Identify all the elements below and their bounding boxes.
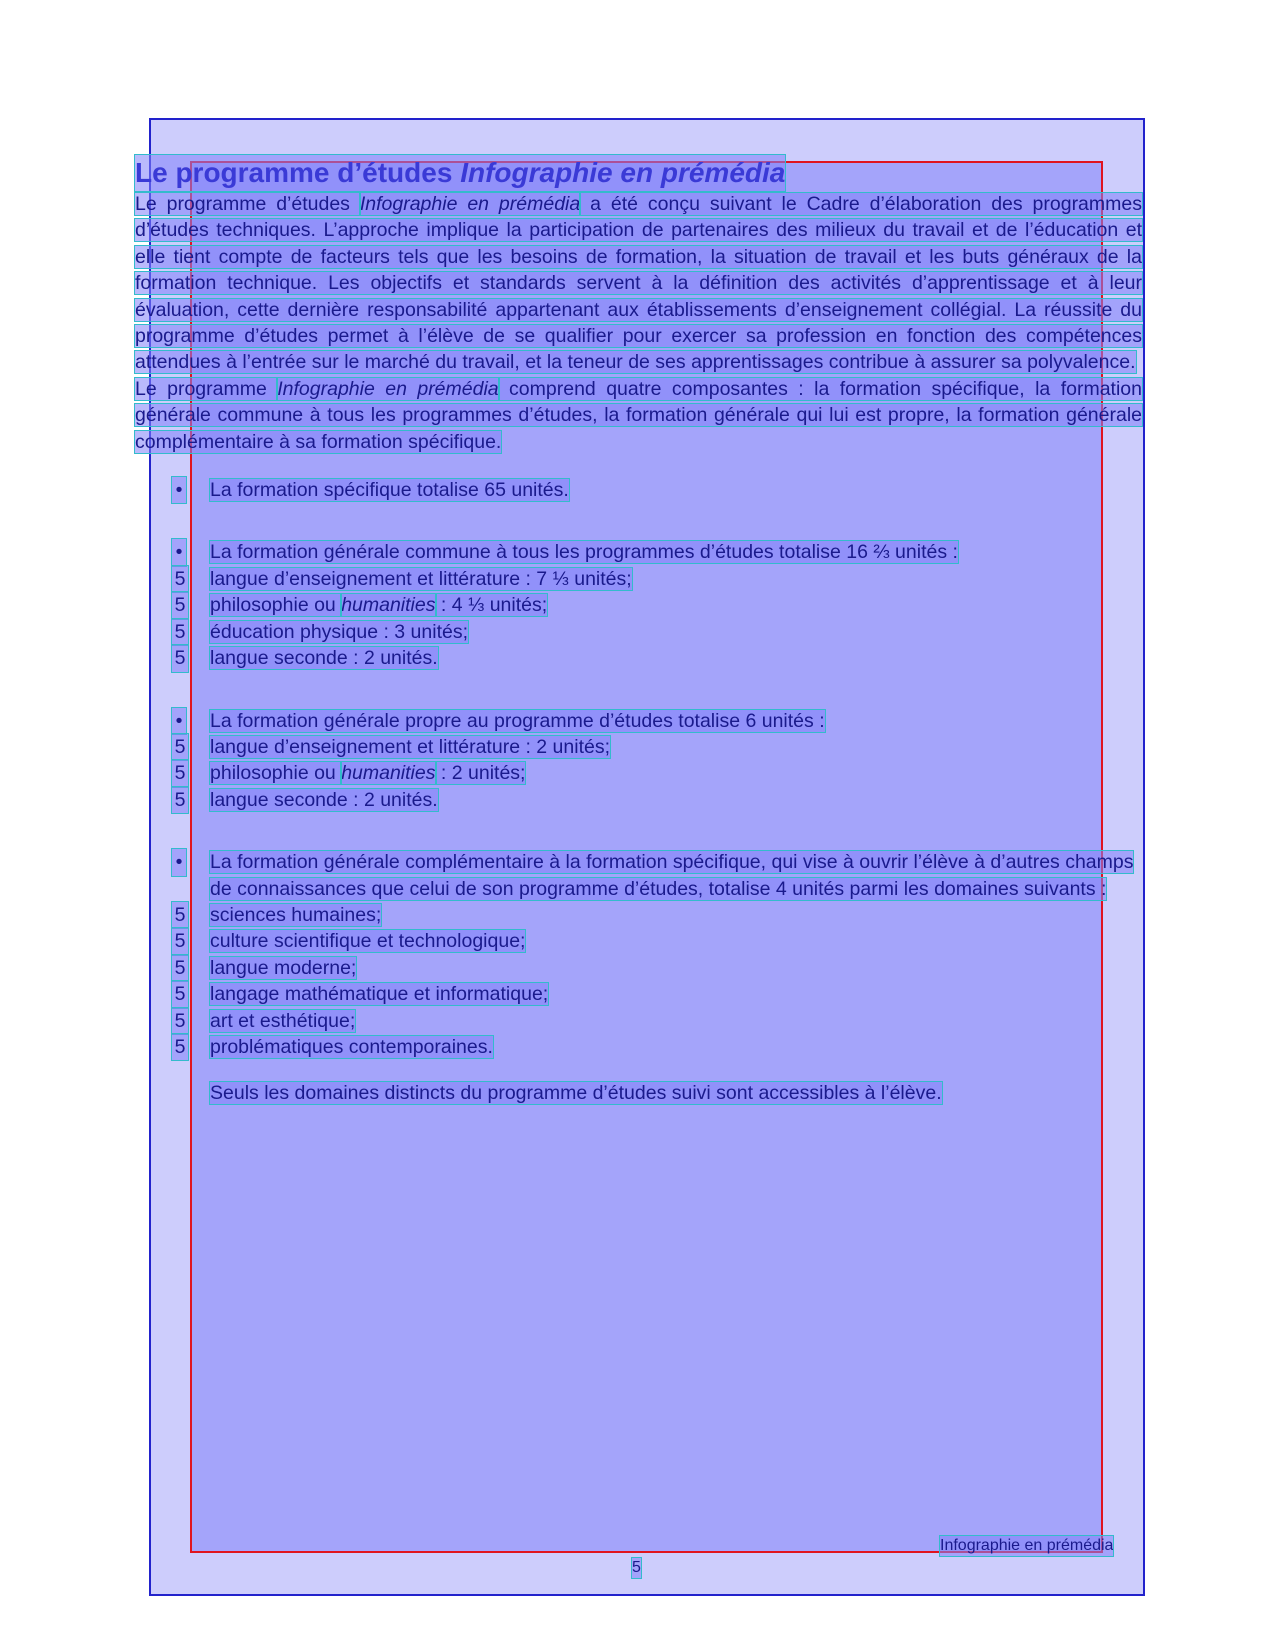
sub-list-item-text: art et esthétique;: [210, 1009, 356, 1032]
sub-list-item: [135, 760, 1142, 786]
sub-list-item-text-italic: humanities: [341, 594, 436, 617]
sub-bullet-icon: 5: [172, 619, 188, 645]
sub-list-item-text: : 2 unités;: [435, 762, 526, 785]
sub-list: [135, 734, 1142, 813]
page-number: 5: [632, 1559, 641, 1576]
sub-list-item-text: philosophie ou: [210, 594, 342, 617]
sub-list-item-text: éducation physique : 3 unités;: [210, 620, 469, 643]
sub-list: [135, 902, 1142, 1060]
sub-list-item: [135, 955, 1142, 981]
sub-bullet-icon: 5: [172, 787, 188, 813]
sub-bullet-icon: 5: [172, 592, 188, 618]
sub-list-item-text: langue moderne;: [210, 956, 357, 979]
sub-list-item-text: sciences humaines;: [210, 903, 382, 926]
list-item: [135, 477, 1142, 503]
sub-list-wrapper: [135, 902, 1142, 1060]
list-item-text: La formation générale complémentaire à la formation spécifique, qui vise à ouvrir l’élève à d’autres champs de connaissances que celui de son programme d’études, totalise 4 unités parmi les domaines suivants :: [210, 851, 1134, 900]
sub-list-item: [135, 981, 1142, 1007]
sub-bullet-icon: 5: [172, 734, 188, 760]
sub-list-item: [135, 592, 1142, 618]
title-part-2: Infographie en prémédia: [460, 157, 786, 188]
sub-bullet-icon: 5: [172, 645, 188, 671]
sub-list-item-text-italic: humanities: [341, 762, 436, 785]
sub-list-item: [135, 1008, 1142, 1034]
sub-list-item: [135, 734, 1142, 760]
list-item-text: La formation générale propre au programme d’études totalise 6 unités :: [210, 709, 825, 732]
sub-bullet-icon: 5: [172, 1034, 188, 1060]
sub-bullet-icon: 5: [172, 981, 188, 1007]
intro-p2-text-b: Infographie en prémédia: [277, 377, 499, 400]
sub-list: [135, 566, 1142, 672]
document-body: [135, 155, 1142, 1107]
intro-p2-text-c: comprend quatre composantes : la formation spécifique, la formation générale commune à tous les programmes d’études, la formation générale qui lui est propre, la formation générale complémentaire à sa formation spécifique.: [135, 377, 1142, 453]
sub-list-item-text: culture scientifique et technologique;: [210, 930, 526, 953]
intro-p1-text-c: a été conçu suivant le Cadre d’élaboration des programmes d’études techniques. L’approche implique la participation de partenaires des milieux du travail et de l’éducation et elle tient compte de facteurs tels que les besoins de formation, la situation de travail et les buts généraux de la formation technique. Les objectifs et standards servent à la définition des activités d’apprentissage et à leur évaluation, cette dernière responsabilité appartenant aux établissements d’enseignement collégial. La réussite du programme d’études permet à l’élève de se qualifier pour exercer sa profession en fonction des compétences attendues à l’entrée sur le marché du travail, et la teneur de ses apprentissages contribue à assurer sa polyvalence.: [135, 193, 1142, 374]
sub-list-item: [135, 902, 1142, 928]
sub-bullet-icon: 5: [172, 566, 188, 592]
list-item: [135, 539, 1142, 565]
sub-list-item: [135, 928, 1142, 954]
closing-note: [135, 1080, 1142, 1106]
bullet-icon: •: [172, 849, 186, 875]
intro-p1-text-a: Le programme d’études: [135, 193, 360, 215]
sub-bullet-icon: 5: [172, 902, 188, 928]
sub-list-item: [135, 645, 1142, 671]
sub-list-item-text: langue seconde : 2 unités.: [210, 647, 438, 670]
intro-paragraph-1: [135, 191, 1142, 376]
sub-list-item-text: problématiques contemporaines.: [210, 1035, 493, 1058]
closing-note-text: Seuls les domaines distincts du programme d’études suivi sont accessibles à l’élève.: [210, 1082, 942, 1105]
intro-p1-text-b: Infographie en prémédia: [359, 193, 581, 215]
sub-bullet-icon: 5: [172, 760, 188, 786]
title-part-1: Le programme d’études: [135, 157, 461, 188]
intro-p2-text-a: Le programme: [135, 377, 278, 400]
intro-paragraph-2: [135, 376, 1142, 455]
sub-list-item-text: langue seconde : 2 unités.: [210, 788, 438, 811]
sub-list-wrapper: [135, 734, 1142, 813]
sub-list-item: [135, 619, 1142, 645]
bullet-icon: •: [172, 708, 186, 734]
sub-bullet-icon: 5: [172, 928, 188, 954]
sub-bullet-icon: 5: [172, 1008, 188, 1034]
sub-list-item-text: langue d’enseignement et littérature : 7 ⅓ unités;: [210, 567, 632, 590]
sub-list-item-text: langue d’enseignement et littérature : 2 unités;: [210, 735, 611, 758]
sub-list-item: [135, 566, 1142, 592]
sub-list-wrapper: [135, 566, 1142, 672]
bullet-icon: •: [172, 477, 186, 503]
sub-list-item: [135, 1034, 1142, 1060]
list-item: [135, 849, 1142, 902]
list-item: [135, 708, 1142, 734]
page-title: [135, 155, 785, 191]
list-item-text: La formation générale commune à tous les programmes d’études totalise 16 ⅔ unités :: [210, 541, 958, 564]
sub-bullet-icon: 5: [172, 955, 188, 981]
components-list: [135, 477, 1142, 1060]
sub-list-item-text: : 4 ⅓ unités;: [435, 594, 548, 617]
sub-list-item-text: philosophie ou: [210, 762, 342, 785]
sub-list-item-text: langage mathématique et informatique;: [210, 983, 549, 1006]
list-item-text: La formation spécifique totalise 65 unités.: [210, 479, 569, 502]
sub-list-item: [135, 787, 1142, 813]
footer-document-title: Infographie en prémédia: [940, 1537, 1114, 1554]
bullet-icon: •: [172, 539, 186, 565]
